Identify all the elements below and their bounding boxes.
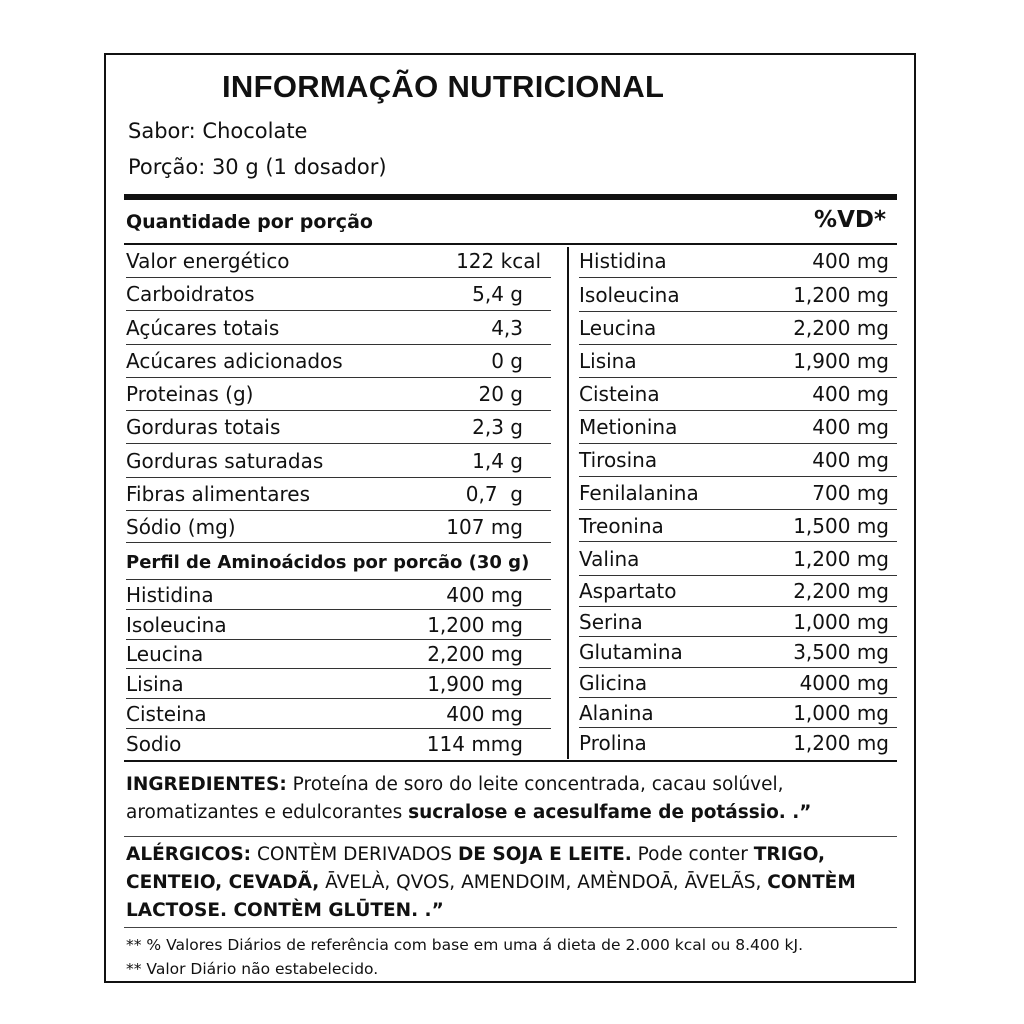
amino-acid-table <box>126 545 551 760</box>
amino-acid-row <box>126 580 551 610</box>
nutrient-name: Carboidratos <box>126 282 255 306</box>
nutrition-facts-panel <box>104 53 916 983</box>
amino-acid-name: Tirosina <box>579 448 658 472</box>
amino-acid-row <box>579 510 897 542</box>
nutrient-value: 122 kcal <box>456 249 541 273</box>
vd-header: %VD* <box>814 207 886 233</box>
nutrient-row <box>126 444 551 478</box>
amino-acid-name: Alanina <box>579 700 654 725</box>
allergens-body-3: ĀVELÀ, QVOS, AMENDOIM, AMÈNDOĀ, ĀVELÃS, <box>319 872 768 893</box>
amino-acid-row <box>126 610 551 640</box>
amino-acid-name: Glutamina <box>579 640 683 664</box>
amino-acid-value: 4000 mg <box>799 670 889 695</box>
amino-acid-row <box>579 637 897 668</box>
amino-acid-value: 1,500 mg <box>793 513 889 538</box>
nutrient-name: Gorduras totais <box>126 415 281 439</box>
amino-acid-value: 2,200 mg <box>793 316 889 340</box>
footnote-daily-values: ** % Valores Diários de referência com base em uma á dieta de 2.000 kcal ou 8.400 kJ. <box>126 936 804 954</box>
allergens-body-2: Pode conter <box>631 844 754 865</box>
table-bottom-divider <box>124 760 897 762</box>
amino-acid-value: 700 mg <box>812 481 889 505</box>
amino-acid-row <box>126 669 551 699</box>
allergens-bold-3: CONTÈM LACTOSE. CONTÈM GLŪTEN. .” <box>126 872 856 921</box>
amino-acid-name: Isoleucina <box>579 282 680 307</box>
amino-acid-row <box>579 576 897 607</box>
flavor-label: Sabor: <box>128 119 196 143</box>
amino-acid-header: Perfil de Aminoácidos por porcão (30 g) <box>126 545 551 580</box>
nutrient-row <box>126 245 551 278</box>
amino-acid-name: Valina <box>579 546 640 571</box>
nutrient-name: Proteinas (g) <box>126 382 254 406</box>
amino-acid-name: Serina <box>579 609 643 634</box>
amino-acid-value: 2,200 mg <box>427 642 523 666</box>
amino-acid-value: 400 mg <box>446 582 523 607</box>
amino-acid-row <box>126 699 551 729</box>
amino-acid-name: Sodio <box>126 732 182 756</box>
amino-acid-name: Lisina <box>126 671 184 696</box>
ingredients-sweeteners: sucralose e acesulfame de potássio. .” <box>408 802 812 823</box>
amino-acid-row <box>579 728 897 758</box>
amino-acid-value: 1,200 mg <box>427 612 523 637</box>
amino-acid-row <box>579 278 897 312</box>
allergens-label: ALÉRGICOS: <box>126 844 252 865</box>
flavor-line <box>128 119 307 143</box>
amino-acid-row <box>579 411 897 444</box>
nutrient-name: Fibras alimentares <box>126 482 310 506</box>
amino-acid-name: Treonina <box>579 513 664 538</box>
amino-acid-value: 114 mmg <box>426 732 523 756</box>
amino-acid-row <box>579 345 897 378</box>
amino-acid-name: Histidina <box>579 249 667 273</box>
amino-acid-row <box>579 444 897 477</box>
thick-divider <box>124 194 897 200</box>
amino-acid-row <box>579 668 897 698</box>
ingredients-label: INGREDIENTES: <box>126 774 287 795</box>
nutrient-row <box>126 478 551 511</box>
amino-acid-name: Fenilalanina <box>579 481 699 505</box>
nutrient-name: Açúcares totais <box>126 315 280 340</box>
amino-acid-row <box>579 378 897 411</box>
amino-acid-list-right <box>579 245 897 760</box>
nutrient-row <box>126 278 551 311</box>
allergens-bold-2: TRIGO, CENTEIO, CEVADÃ, <box>126 844 826 893</box>
amino-acid-name: Glicina <box>579 670 648 695</box>
amino-acid-value: 1,200 mg <box>793 282 889 307</box>
amino-acid-value: 400 mg <box>812 382 889 406</box>
amino-acid-name: Isoleucina <box>126 612 227 637</box>
amino-acid-row <box>126 640 551 669</box>
ingredients-body: Proteína de soro do leite concentrada, cacau solúvel, aromatizantes e edulcorantes <box>126 774 784 823</box>
amino-acid-row <box>579 542 897 576</box>
amino-acid-row <box>579 607 897 637</box>
amino-acid-name: Leucina <box>126 642 204 666</box>
allergens-body-1: CONTÈM DERIVADOS <box>251 844 458 865</box>
flavor-value: Chocolate <box>202 119 308 143</box>
nutrient-row <box>126 378 551 411</box>
amino-acid-row <box>126 729 551 759</box>
nutrient-value: 20 g <box>478 382 523 406</box>
amino-acid-name: Leucina <box>579 316 657 340</box>
nutrient-row <box>126 311 551 345</box>
amino-acid-name: Lisina <box>579 349 637 373</box>
nutrient-value: 2,3 g <box>472 415 523 439</box>
amino-acid-name: Histidina <box>126 582 214 607</box>
nutrient-value: 5,4 g <box>472 282 523 306</box>
amino-acid-value: 1,900 mg <box>427 671 523 696</box>
nutrient-value: 107 mg <box>446 514 523 539</box>
amino-acid-value: 1,200 mg <box>793 731 889 755</box>
amino-acid-value: 400 mg <box>812 249 889 273</box>
nutrient-row <box>126 345 551 378</box>
ingredients-text <box>126 771 898 827</box>
amino-acid-row <box>579 698 897 728</box>
portion-line: Porção: 30 g (1 dosador) <box>128 155 387 179</box>
amino-acid-name: Cisteina <box>126 701 207 726</box>
ingredients-divider <box>124 836 897 837</box>
quantity-header: Quantidade por porção <box>126 211 373 233</box>
amino-acid-value: 1,000 mg <box>793 700 889 725</box>
allergens-text <box>126 841 898 925</box>
nutrient-name: Sódio (mg) <box>126 514 236 539</box>
amino-acid-row <box>579 477 897 510</box>
amino-acid-name: Metionina <box>579 415 678 439</box>
nutrient-name: Acúcares adicionados <box>126 349 343 373</box>
nutrient-name: Valor energético <box>126 249 290 273</box>
amino-acid-value: 1,200 mg <box>793 546 889 571</box>
amino-acid-row <box>579 245 897 278</box>
amino-acid-value: 1,900 mg <box>793 349 889 373</box>
amino-acid-value: 1,000 mg <box>793 609 889 634</box>
nutrient-value: 4,3 <box>491 315 523 340</box>
column-divider <box>567 247 569 759</box>
amino-acid-name: Cisteina <box>579 382 660 406</box>
amino-acid-value: 400 mg <box>446 701 523 726</box>
nutrient-value: 0,7 g <box>465 482 523 506</box>
amino-acid-name: Prolina <box>579 731 647 755</box>
amino-acid-value: 400 mg <box>812 448 889 472</box>
amino-acid-name: Aspartato <box>579 579 677 603</box>
label-title: INFORMAÇÃO NUTRICIONAL <box>222 69 665 104</box>
nutrient-row <box>126 511 551 543</box>
nutrient-value: 0 g <box>491 349 523 373</box>
nutrient-name: Gorduras saturadas <box>126 448 324 473</box>
amino-acid-value: 400 mg <box>812 415 889 439</box>
nutrient-table <box>126 245 551 545</box>
allergens-divider <box>124 927 897 928</box>
amino-acid-value: 2,200 mg <box>793 579 889 603</box>
nutrient-row <box>126 411 551 444</box>
allergens-bold-1: DE SOJA E LEITE. <box>457 844 632 865</box>
amino-acid-row <box>579 312 897 345</box>
nutrient-value: 1,4 g <box>472 448 523 473</box>
amino-acid-value: 3,500 mg <box>793 640 889 664</box>
footnote-not-established: ** Valor Diário não estabelecido. <box>126 960 379 978</box>
